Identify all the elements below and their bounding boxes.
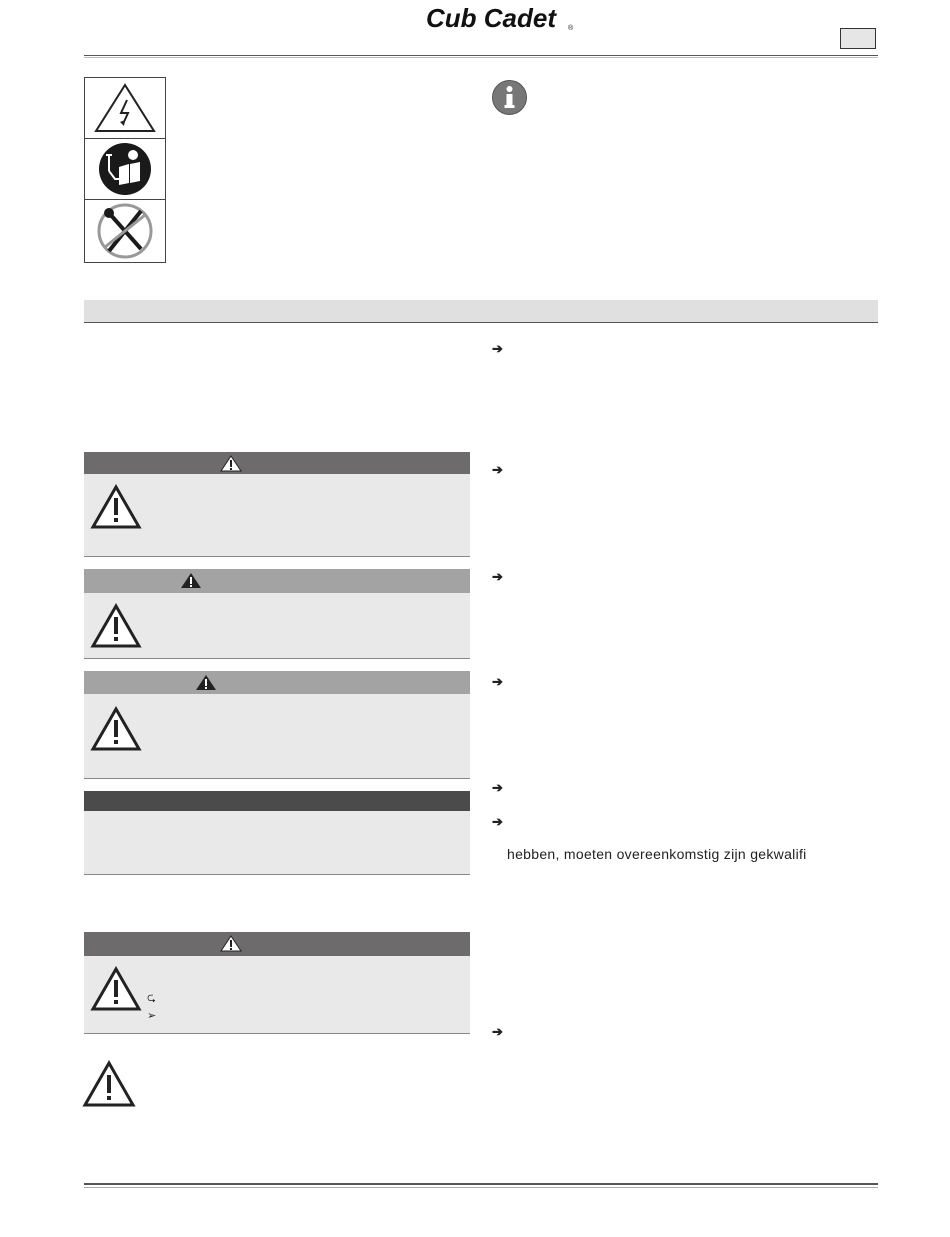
safety-symbol-column: [84, 77, 166, 263]
footer-divider: [84, 1183, 878, 1185]
body-text-line: hebben, moeten overeenkomstig zijn gekwalifi: [507, 846, 807, 862]
warning-box: [84, 932, 470, 1034]
warning-triangle-icon: [82, 1060, 136, 1108]
brand-name: Cub Cadet: [426, 4, 556, 33]
warning-triangle-icon: [90, 484, 142, 530]
safety-symbol-cell: [85, 200, 165, 261]
arrow-bullet-icon: ➔: [492, 462, 503, 477]
header-divider: [84, 55, 878, 56]
warning-box: [84, 671, 470, 779]
notice-box-body: [84, 811, 470, 875]
electric-shock-warning-icon: [93, 82, 157, 134]
warning-triangle-icon: [90, 706, 142, 752]
no-tools-icon: [95, 201, 155, 261]
arrow-bullet-icon: ➔: [492, 780, 503, 795]
warning-box-body: [84, 593, 470, 659]
warning-box-header: [84, 671, 470, 694]
warning-small-icon: [220, 455, 242, 472]
arrow-bullet-icon: ➔: [492, 814, 503, 829]
warning-box-header: [84, 452, 470, 474]
warning-small-icon: [195, 674, 217, 691]
warning-box-body: [84, 956, 470, 1034]
arrow-bullet-icon: ➔: [492, 341, 503, 356]
header-divider-thin: [84, 57, 878, 58]
warning-box: [84, 569, 470, 659]
warning-box: [84, 452, 470, 557]
language-box: [840, 28, 876, 49]
arrow-bullet-icon: ➔: [492, 1024, 503, 1039]
arrow-bullet-icon: ➔: [492, 674, 503, 689]
warning-small-icon: [220, 935, 242, 952]
brand-logo: [406, 4, 576, 34]
section-heading-bar: [84, 300, 878, 323]
warning-box-header: [84, 932, 470, 956]
action-marker-icon: ⮎: [147, 992, 156, 1004]
warning-box-header: [84, 569, 470, 593]
warning-small-icon: [180, 572, 202, 589]
safety-symbol-cell: [85, 78, 165, 139]
warning-box-body: [84, 694, 470, 779]
warning-triangle-icon: [90, 966, 142, 1012]
brand-registered-mark: ®: [568, 25, 574, 32]
notice-box: [84, 791, 470, 875]
result-marker-icon: ➢: [147, 1010, 157, 1022]
warning-triangle-icon: [90, 603, 142, 649]
notice-box-header: [84, 791, 470, 811]
warning-box-body: [84, 474, 470, 557]
read-manual-icon: [97, 141, 153, 197]
arrow-bullet-icon: ➔: [492, 569, 503, 584]
safety-symbol-cell: [85, 139, 165, 200]
info-icon: [491, 79, 528, 116]
footer-divider-thin: [84, 1187, 878, 1188]
